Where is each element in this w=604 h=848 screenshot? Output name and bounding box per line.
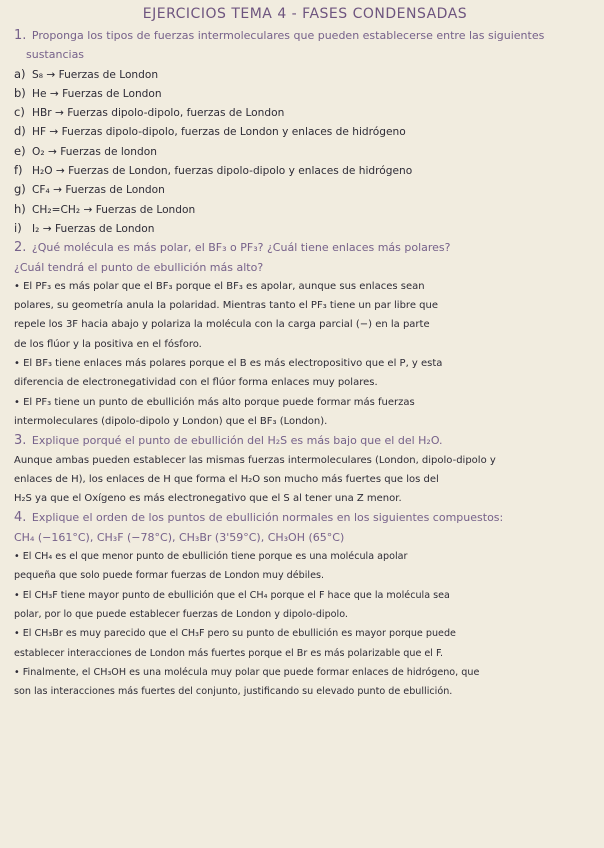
question-4-text: Explique el orden de los puntos de ebullición normales en los siguientes compuestos: bbox=[31, 511, 504, 525]
answer-line: • El CH₃F tiene mayor punto de ebullición que el CH₄ porque el F hace que la molécula sea bbox=[14, 589, 450, 601]
question-2-number: 2. bbox=[14, 240, 27, 256]
question-1-line-1 bbox=[14, 26, 596, 45]
answer-item-b bbox=[14, 84, 596, 103]
item-label: c) bbox=[14, 105, 25, 120]
item-label: e) bbox=[14, 143, 26, 158]
answer-line: polares, su geometría anula la polaridad. Mientras tanto el PF₃ tiene un par libre que bbox=[14, 300, 438, 312]
item-label: d) bbox=[14, 124, 26, 139]
answer-item-d bbox=[14, 122, 596, 141]
question-4-number: 4. bbox=[14, 510, 27, 526]
answer-line: de los flúor y la positiva en el fósforo. bbox=[14, 338, 202, 350]
question-3-text: Explique porqué el punto de ebullición del H₂S es más bajo que el del H₂O. bbox=[31, 434, 443, 448]
answer-line: Aunque ambas pueden establecer las mismas fuerzas intermoleculares (London, dipolo-dipolo y bbox=[14, 454, 496, 466]
item-label: g) bbox=[14, 182, 26, 197]
answer-item-g bbox=[14, 180, 596, 199]
item-text: HF → Fuerzas dipolo-dipolo, fuerzas de London y enlaces de hidrógeno bbox=[32, 126, 406, 139]
item-text: HBr → Fuerzas dipolo-dipolo, fuerzas de London bbox=[32, 107, 285, 120]
answer-item-a bbox=[14, 65, 596, 84]
question-3-line bbox=[14, 431, 596, 450]
question-4-line-1 bbox=[14, 508, 596, 527]
item-text: O₂ → Fuerzas de london bbox=[32, 145, 157, 158]
question-1-number: 1. bbox=[14, 28, 27, 43]
question-4-line-2: CH₄ (−161°C), CH₃F (−78°C), CH₃Br (3'59°C), CH₃OH (65°C) bbox=[14, 530, 345, 544]
item-text: S₈ → Fuerzas de London bbox=[32, 68, 159, 81]
answer-line: son las interacciones más fuertes del conjunto, justificando su elevado punto de ebullición. bbox=[14, 686, 453, 698]
question-3-number: 3. bbox=[14, 433, 27, 449]
item-text: H₂O → Fuerzas de London, fuerzas dipolo-dipolo y enlaces de hidrógeno bbox=[32, 165, 413, 178]
answer-line: enlaces de H), los enlaces de H que forma el H₂O son mucho más fuertes que los del bbox=[14, 473, 439, 485]
page-title: EJERCICIOS TEMA 4 - FASES CONDENSADAS bbox=[142, 6, 468, 22]
question-2-line-1 bbox=[14, 238, 596, 257]
answer-item-i bbox=[14, 219, 596, 238]
answer-item-c bbox=[14, 103, 596, 122]
answer-item-h bbox=[14, 200, 596, 219]
answer-line: • El PF₃ es más polar que el BF₃ porque el BF₃ es apolar, aunque sus enlaces sean bbox=[14, 280, 425, 292]
answer-line: diferencia de electronegatividad con el flúor forma enlaces muy polares. bbox=[14, 377, 378, 389]
question-2-line-2: ¿Cuál tendrá el punto de ebullición más alto? bbox=[14, 260, 264, 274]
item-label: h) bbox=[14, 201, 26, 216]
item-label: i) bbox=[14, 220, 22, 235]
item-label: f) bbox=[14, 163, 23, 178]
question-2-text: ¿Qué molécula es más polar, el BF₃ o PF₃? ¿Cuál tiene enlaces más polares? bbox=[31, 241, 451, 255]
answer-line: H₂S ya que el Oxígeno es más electronegativo que el S al tener una Z menor. bbox=[14, 493, 402, 505]
item-text: CF₄ → Fuerzas de London bbox=[32, 184, 165, 197]
answer-line: • El PF₃ tiene un punto de ebullición más alto porque puede formar más fuerzas bbox=[14, 396, 415, 408]
item-text: He → Fuerzas de London bbox=[32, 87, 162, 100]
item-label: a) bbox=[14, 66, 26, 81]
item-text: I₂ → Fuerzas de London bbox=[32, 222, 155, 235]
answer-line: repele los 3F hacia abajo y polariza la molécula con la carga parcial (−) en la parte bbox=[14, 319, 430, 331]
answer-line: • El CH₃Br es muy parecido que el CH₃F pero su punto de ebullición es mayor porque puede bbox=[14, 628, 456, 640]
question-1-text: Proponga los tipos de fuerzas intermoleculares que pueden establecerse entre las siguientes bbox=[31, 29, 545, 42]
item-text: CH₂=CH₂ → Fuerzas de London bbox=[32, 203, 196, 216]
answer-item-f bbox=[14, 161, 596, 180]
answer-line: intermoleculares (dipolo-dipolo y London) que el BF₃ (London). bbox=[14, 415, 328, 427]
question-1-line-2: sustancias bbox=[26, 48, 85, 62]
answer-line: polar, por lo que puede establecer fuerzas de London y dipolo-dipolo. bbox=[14, 608, 348, 620]
answer-line: pequeña que solo puede formar fuerzas de London muy débiles. bbox=[14, 570, 325, 582]
answer-line: establecer interacciones de London más fuertes porque el Br es más polarizable que el F. bbox=[14, 647, 444, 659]
answer-line: • Finalmente, el CH₃OH es una molécula muy polar que puede formar enlaces de hidrógeno, que bbox=[14, 666, 480, 678]
item-label: b) bbox=[14, 85, 26, 100]
answer-line: • El CH₄ es el que menor punto de ebullición tiene porque es una molécula apolar bbox=[14, 551, 408, 563]
answer-item-e bbox=[14, 142, 596, 161]
answer-line: • El BF₃ tiene enlaces más polares porque el B es más electropositivo que el P, y esta bbox=[14, 358, 443, 370]
